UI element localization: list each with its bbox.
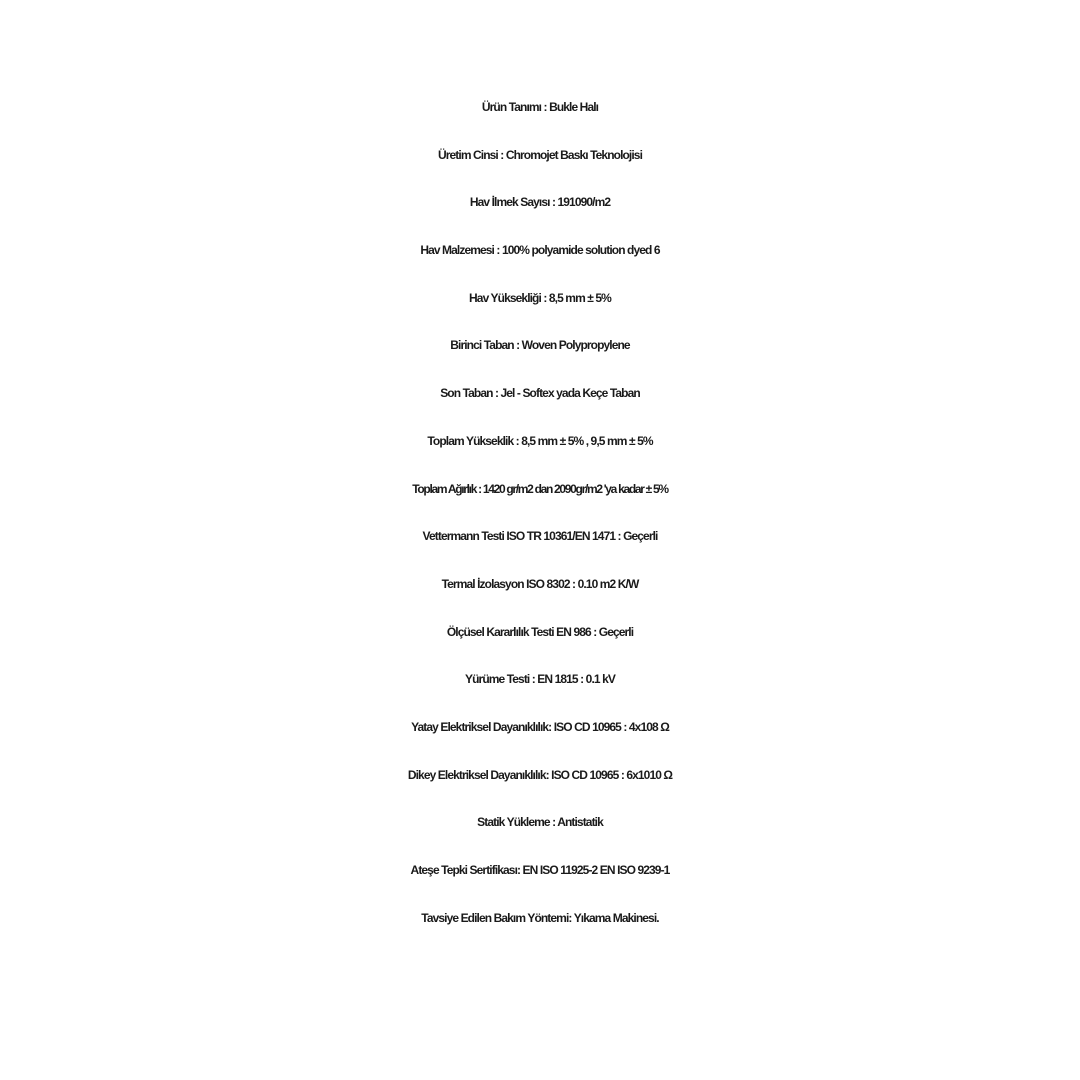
- spec-primary-backing: Birinci Taban : Woven Polypropylene: [450, 338, 630, 353]
- spec-total-height: Toplam Yükseklik : 8,5 mm ± 5% , 9,5 mm ± 5%: [427, 433, 653, 448]
- spec-pile-material: Hav Malzemesi : 100% polyamide solution dyed 6: [420, 243, 660, 258]
- spec-walking-test: Yürüme Testi : EN 1815 : 0.1 kV: [465, 672, 615, 687]
- spec-vertical-resistance: Dikey Elektriksel Dayanıklılık: ISO CD 10965 : 6x1010 Ω: [407, 767, 673, 782]
- spec-pile-height: Hav Yüksekliği : 8,5 mm ± 5%: [469, 290, 611, 305]
- spec-fire-certificate: Ateşe Tepki Sertifikası: EN ISO 11925-2 EN ISO 9239-1: [410, 863, 670, 877]
- spec-product-definition: Ürün Tanımı : Bukle Halı: [481, 100, 599, 114]
- spec-static-loading: Statik Yükleme : Antistatik: [477, 815, 603, 830]
- spec-horizontal-resistance: Yatay Elektriksel Dayanıklılık: ISO CD 10965 : 4x108 Ω: [411, 719, 669, 734]
- spec-thermal-insulation: Termal İzolasyon ISO 8302 : 0.10 m2 K/W: [441, 576, 639, 591]
- spec-production-type: Üretim Cinsi : Chromojet Baskı Teknolojisi: [437, 147, 643, 162]
- spec-dimensional-stability: Ölçüsel Kararlılık Testi EN 986 : Geçerli: [446, 624, 634, 639]
- spec-pile-loop-count: Hav İlmek Sayısı : 191090/m2: [469, 195, 611, 210]
- spec-secondary-backing: Son Taban : Jel - Softex yada Keçe Taban: [440, 386, 640, 401]
- spec-vettermann-test: Vettermann Testi ISO TR 10361/EN 1471 : Geçerli: [422, 529, 658, 544]
- spec-care-method: Tavsiye Edilen Bakım Yöntemi: Yıkama Makinesi.: [421, 910, 659, 925]
- product-spec-list: [0, 84, 1080, 942]
- spec-total-weight: Toplam Ağırlık : 1420 gr/m2 dan 2090gr/m2 'ya kadar ± 5%: [412, 481, 668, 496]
